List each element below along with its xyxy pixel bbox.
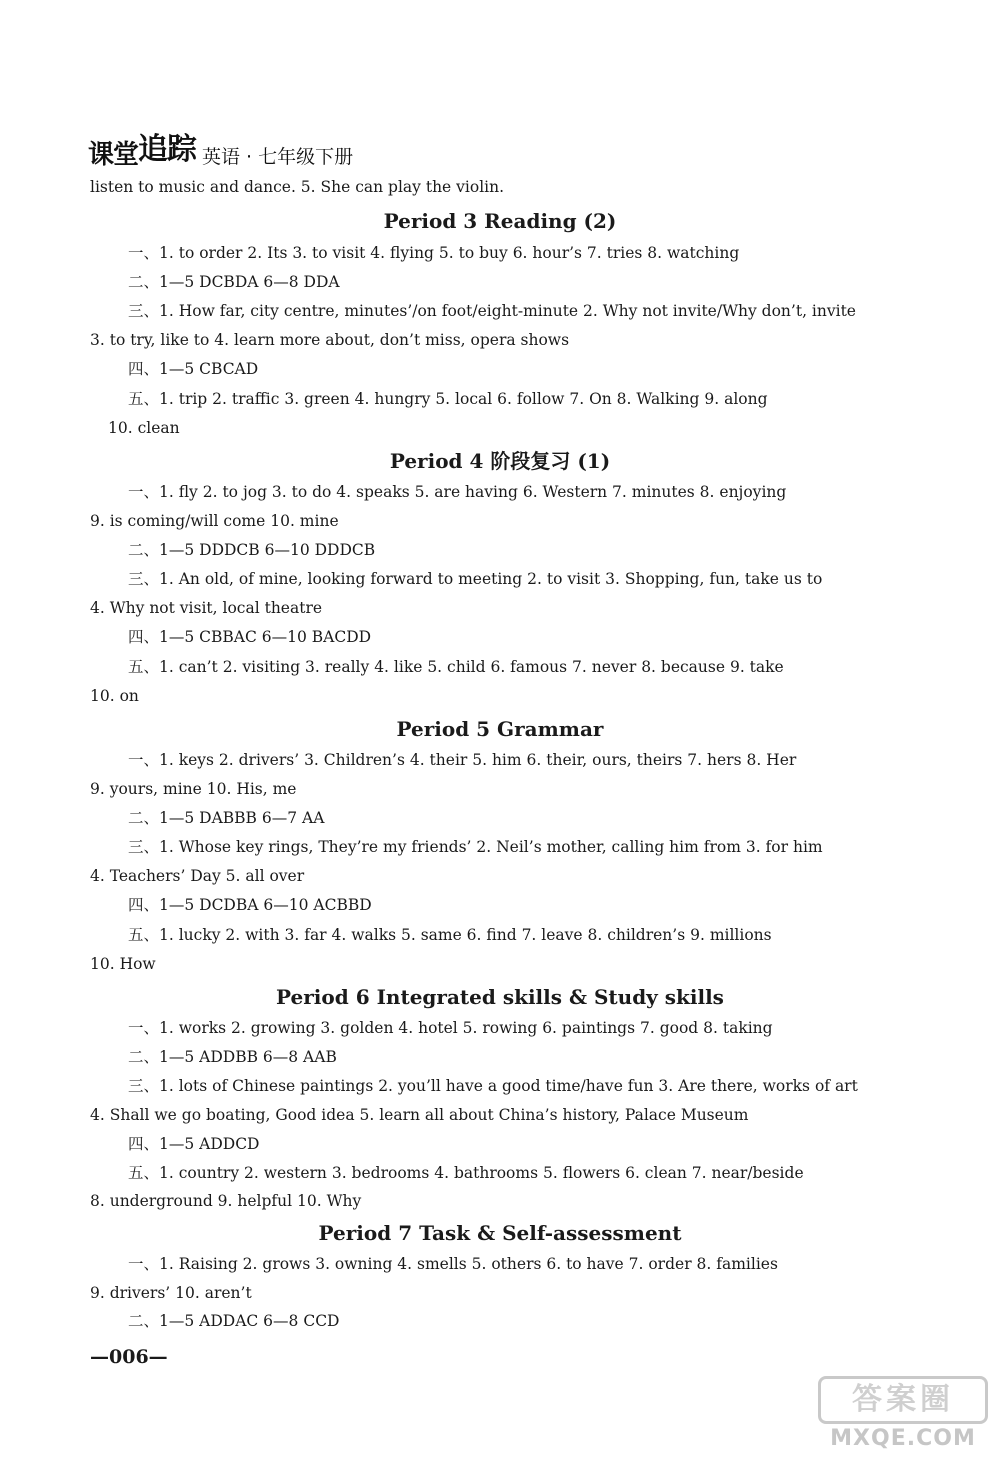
answer-line: 一、1. works 2. growing 3. golden 4. hotel 5. rowing 6. paintings 7. good 8. taking <box>128 1019 773 1037</box>
answer-line: 一、1. Raising 2. grows 3. owning 4. smells 5. others 6. to have 7. order 8. families <box>128 1255 778 1273</box>
answer-line: 4. Teachers’ Day 5. all over <box>90 867 305 885</box>
answer-line: 二、1—5 DDDCB 6—10 DDDCB <box>128 541 376 559</box>
book-subject-title: 英语 · 七年级下册 <box>202 146 354 168</box>
section-title-period-4: Period 4 阶段复习 (1) <box>389 449 611 473</box>
answer-line: 一、1. keys 2. drivers’ 3. Children’s 4. their 5. him 6. their, ours, theirs 7. hers 8. Her <box>128 751 797 769</box>
book-header <box>88 128 353 172</box>
answer-line: 二、1—5 DABBB 6—7 AA <box>128 809 325 827</box>
answer-line: 四、1—5 DCDBA 6—10 ACBBD <box>128 896 372 914</box>
watermark-logo: 答案圈 <box>818 1376 988 1424</box>
answer-line: 10. on <box>90 687 139 705</box>
series-logo: 课堂追踪 <box>88 132 197 170</box>
site-watermark <box>818 1376 988 1454</box>
answer-line: 二、1—5 DCBDA 6—8 DDA <box>128 273 340 291</box>
answer-line: 三、1. Whose key rings, They’re my friends’ 2. Neil’s mother, calling him from 3. for him <box>128 838 823 856</box>
answer-line: 四、1—5 CBBAC 6—10 BACDD <box>128 628 372 646</box>
answer-line: 五、1. can’t 2. visiting 3. really 4. like 5. child 6. famous 7. never 8. because 9. take <box>128 658 784 676</box>
section-title-period-5: Period 5 Grammar <box>396 717 604 741</box>
section-title-period-6: Period 6 Integrated skills & Study skills <box>276 985 724 1009</box>
answer-line: 五、1. trip 2. traffic 3. green 4. hungry 5. local 6. follow 7. On 8. Walking 9. along <box>128 390 768 408</box>
answer-line: 4. Shall we go boating, Good idea 5. learn all about China’s history, Palace Museum <box>90 1106 749 1124</box>
answer-line: listen to music and dance. 5. She can play the violin. <box>90 178 505 196</box>
answer-line: 一、1. fly 2. to jog 3. to do 4. speaks 5. are having 6. Western 7. minutes 8. enjoying <box>128 483 787 501</box>
answer-line: 10. How <box>90 955 156 973</box>
section-title-period-7: Period 7 Task & Self-assessment <box>318 1221 682 1245</box>
answer-line: 四、1—5 ADDCD <box>128 1135 260 1153</box>
answer-line: 三、1. An old, of mine, looking forward to meeting 2. to visit 3. Shopping, fun, take us to <box>128 570 823 588</box>
answer-line: 9. drivers’ 10. aren’t <box>90 1284 252 1302</box>
answer-line: 4. Why not visit, local theatre <box>90 599 323 617</box>
watermark-url: MXQE.COM <box>830 1426 976 1451</box>
answer-line: 一、1. to order 2. Its 3. to visit 4. flying 5. to buy 6. hour’s 7. tries 8. watching <box>128 244 740 262</box>
page-number: —006— <box>90 1346 168 1368</box>
answer-line: 9. is coming/will come 10. mine <box>90 512 339 530</box>
answer-line: 10. clean <box>108 419 180 437</box>
section-title-period-3: Period 3 Reading (2) <box>383 209 617 233</box>
answer-line: 二、1—5 ADDBB 6—8 AAB <box>128 1048 337 1066</box>
answer-line: 三、1. lots of Chinese paintings 2. you’ll have a good time/have fun 3. Are there, works of art <box>128 1077 858 1095</box>
answer-line: 三、1. How far, city centre, minutes’/on foot/eight-minute 2. Why not invite/Why don’t, invite <box>128 302 856 320</box>
answer-line: 二、1—5 ADDAC 6—8 CCD <box>128 1312 340 1330</box>
answer-line: 8. underground 9. helpful 10. Why <box>90 1192 362 1210</box>
answer-line: 3. to try, like to 4. learn more about, don’t miss, opera shows <box>90 331 570 349</box>
answer-line: 五、1. country 2. western 3. bedrooms 4. bathrooms 5. flowers 6. clean 7. near/beside <box>128 1164 804 1182</box>
answer-line: 四、1—5 CBCAD <box>128 360 259 378</box>
answer-line: 五、1. lucky 2. with 3. far 4. walks 5. same 6. find 7. leave 8. children’s 9. millions <box>128 926 772 944</box>
answer-line: 9. yours, mine 10. His, me <box>90 780 297 798</box>
